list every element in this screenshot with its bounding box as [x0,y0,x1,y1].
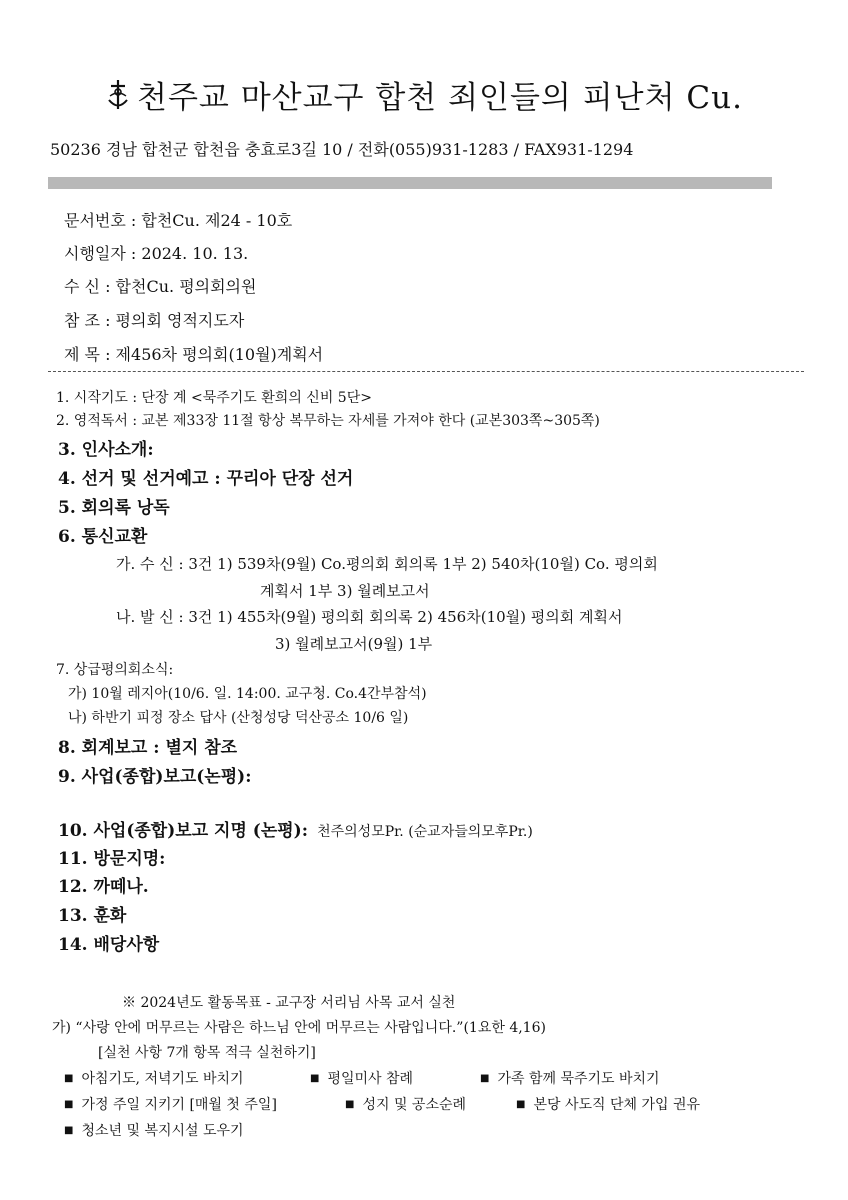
document-number: 문서번호 : 합천Cu. 제24 - 10호 [64,211,293,230]
agenda-10-label: 10. 사업(종합)보고 지명 (논평): [58,821,308,841]
agenda-6-received-line2: 계획서 1부 3) 월례보고서 [260,582,430,600]
agenda-6-sent-line2: 3) 월례보고서(9월) 1부 [275,635,433,653]
recipient: 수 신 : 합천Cu. 평의회의원 [64,277,257,296]
practice-item: ■ 평일미사 참례 [310,1068,413,1088]
title-text: 천주교 마산교구 합천 죄인들의 피난처 Cu. [137,80,743,116]
agenda-item-13: 13. 훈화 [58,906,127,926]
agenda-item-9: 9. 사업(종합)보고(논평): [58,767,252,787]
agenda-item-1: 1. 시작기도 : 단장 계 <묵주기도 환희의 신비 5단> [56,390,372,406]
agenda-item-5: 5. 회의록 낭독 [58,498,170,518]
page-title [0,72,848,117]
practice-item: ■ 성지 및 공소순례 [345,1094,466,1114]
agenda-10-value: 천주의성모Pr. (순교자들의모후Pr.) [317,824,533,840]
issue-date: 시행일자 : 2024. 10. 13. [64,244,249,263]
agenda-item-3: 3. 인사소개: [58,440,154,460]
agenda-item-6: 6. 통신교환 [58,527,148,547]
subject: 제 목 : 제456차 평의회(10월)계획서 [64,345,324,364]
agenda-7-a: 가) 10월 레지아(10/6. 일. 14:00. 교구청. Co.4간부참석) [68,686,427,702]
agenda-6-received-line1: 가. 수 신 : 3건 1) 539차(9월) Co.평의회 회의록 1부 2) 540차(10월) Co. 평의회 [116,555,658,573]
agenda-item-2: 2. 영적독서 : 교본 제33장 11절 항상 복무하는 자세를 가져야 한다 (교본303쪽~305쪽) [56,413,600,429]
practice-item: ■ 청소년 및 복지시설 도우기 [64,1120,244,1140]
agenda-item-11: 11. 방문지명: [58,849,166,869]
goals-quote: 가) “사랑 안에 머무르는 사람은 하느님 안에 머무르는 사람입니다.”(1요한 4,16) [52,1020,546,1036]
agenda-7-b: 나) 하반기 피정 장소 답사 (산청성당 덕산공소 10/6 일) [68,710,409,726]
agenda-item-8: 8. 회계보고 : 별지 참조 [58,738,238,758]
agenda-item-12: 12. 까떼나. [58,877,149,897]
agenda-6-sent-line1: 나. 발 신 : 3건 1) 455차(9월) 평의회 회의록 2) 456차(10월) 평의회 계획서 [116,608,623,626]
agenda-item-4: 4. 선거 및 선거예고 : 꾸리아 단장 선거 [58,469,354,489]
practice-item: ■ 가정 주일 지키기 [매월 첫 주일] [64,1094,277,1114]
header-divider-bar [48,177,772,189]
agenda-item-10 [58,816,533,841]
reference: 참 조 : 평의회 영적지도자 [64,311,245,330]
practice-item: ■ 아침기도, 저녁기도 바치기 [64,1068,244,1088]
cross-anchor-emblem-icon [105,78,131,112]
agenda-item-7: 7. 상급평의회소식: [56,662,174,678]
goals-heading: ※ 2024년도 활동목표 - 교구장 서리님 사목 교서 실천 [122,995,456,1011]
address-line: 50236 경남 합천군 합천읍 충효로3길 10 / 전화(055)931-1283 / FAX931-1294 [50,140,634,159]
dashed-divider [48,371,804,372]
goals-sub-heading: [실천 사항 7개 항목 적극 실천하기] [98,1045,316,1061]
practice-item: ■ 가족 함께 묵주기도 바치기 [480,1068,660,1088]
practice-item: ■ 본당 사도직 단체 가입 권유 [516,1094,700,1114]
agenda-item-14: 14. 배당사항 [58,935,160,955]
